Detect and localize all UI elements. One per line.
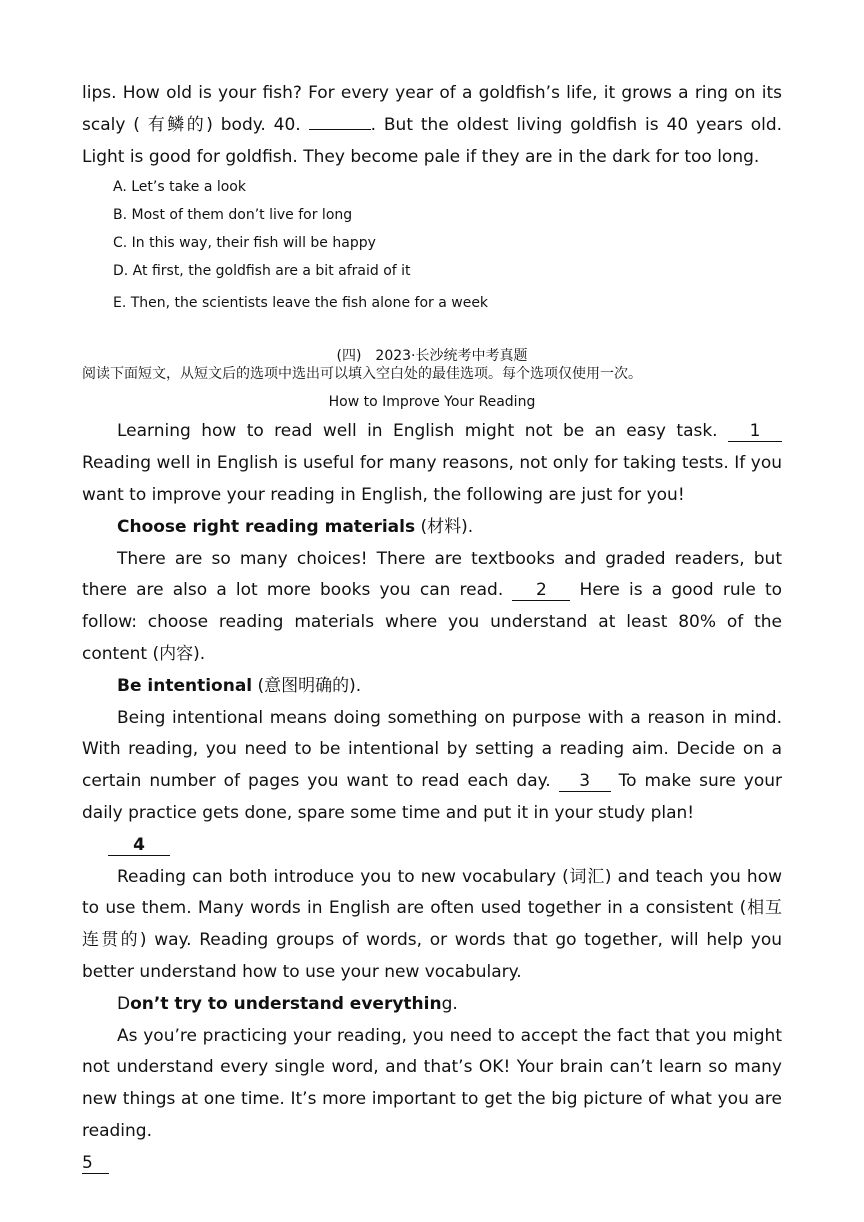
option-d: D. At first, the goldfish are a bit afraid of it — [113, 263, 411, 280]
blank-1: 1 — [728, 421, 782, 442]
options-list — [82, 173, 782, 317]
article-paragraph-5: As you’re practicing your reading, you need to accept the fact that you might not understand every single word, and that’s OK! Your brain can’t learn so many new things at one time. It’s more important to get the big picture of what you are reading. — [82, 1025, 782, 1141]
subheading-materials-bold: Choose right reading materials — [117, 516, 416, 537]
blank-5-line — [82, 1148, 782, 1180]
option-e: E. Then, the scientists leave the fish alone for a week — [113, 295, 489, 312]
article-paragraph-3 — [82, 703, 782, 830]
top-line-2-end: . But the oldest living goldfish is 40 years old. Light is good for — [82, 114, 783, 167]
subheading-intentional — [82, 671, 782, 703]
article-paragraph-4: Reading can both introduce you to new vocabulary (词汇) and teach you how to use them. Many words in English are often used together in a consistent (相互连贯的) way. Reading groups of words, or words that go together, will help you better understand how to use your new vocabulary. — [82, 866, 782, 982]
paragraph-3-end: To make sure your daily practice gets done, spare some time and put it in your study plan! — [82, 771, 783, 823]
article-paragraph-2 — [82, 544, 782, 671]
paragraph-2-start: There are so many choices! There are textbooks and graded readers, but there are also a lot more books you can read. — [82, 548, 782, 601]
option-b: B. Most of them don’t live for long — [113, 207, 353, 224]
subheading-materials — [82, 512, 782, 544]
subheading-dont-try — [82, 989, 782, 1021]
blank-5: 5 — [82, 1153, 109, 1174]
subheading-dont-try-bold: on’t try to understand everythin — [130, 993, 442, 1014]
paragraph-2-end: Here is a good rule to follow: choose reading materials where you understand at least 80% of the content (内容). — [82, 580, 783, 664]
section-instruction: 阅读下面短文，从短文后的选项中选出可以填入空白处的最佳选项。每个选项仅使用一次。 — [82, 366, 642, 383]
paragraph-1-end: Reading well in English is useful for many reasons, not only for taking tests. If you want to improve your reading in English, the following are just for you! — [82, 453, 782, 505]
article-title: How to Improve Your Reading — [328, 394, 536, 411]
blank-3: 3 — [559, 771, 611, 792]
option-a: A. Let’s take a look — [113, 179, 246, 196]
subheading-materials-gloss: (材料). — [415, 516, 474, 537]
top-line-2-start: 有鳞的) body. 40. — [147, 114, 301, 135]
subheading-dont-try-first: D — [117, 993, 131, 1014]
subheading-intentional-bold: Be intentional — [117, 675, 253, 696]
blank-2: 2 — [512, 580, 570, 601]
top-line-1: lips. How old is your fish? For every year of a goldfish’s life, it grows a ring on its scaly ( — [82, 83, 782, 135]
article-paragraph-1 — [82, 416, 782, 511]
subheading-dont-try-last: g. — [441, 993, 458, 1014]
top-line-3: goldfish. They become pale if they are in the dark for too long. — [225, 146, 760, 167]
subheading-intentional-gloss: (意图明确的). — [252, 675, 362, 696]
paragraph-1-start: Learning how to read well in English might not be an easy task. — [117, 421, 718, 442]
paragraph-3-start: Being intentional means doing something on purpose with a reason in mind. With reading, you need to be intentional by setting a reading aim. Decide on a certain number of pages you want to read each day. — [82, 707, 782, 792]
section-title: (四) 2023·长沙统考中考真题 — [336, 348, 528, 365]
top-paragraph — [82, 78, 782, 173]
blank-4: 4 — [108, 835, 170, 856]
option-c: C. In this way, their fish will be happy — [113, 235, 376, 252]
blank-4-line — [82, 830, 782, 862]
blank-40 — [309, 129, 371, 130]
worksheet-page — [82, 78, 782, 1180]
